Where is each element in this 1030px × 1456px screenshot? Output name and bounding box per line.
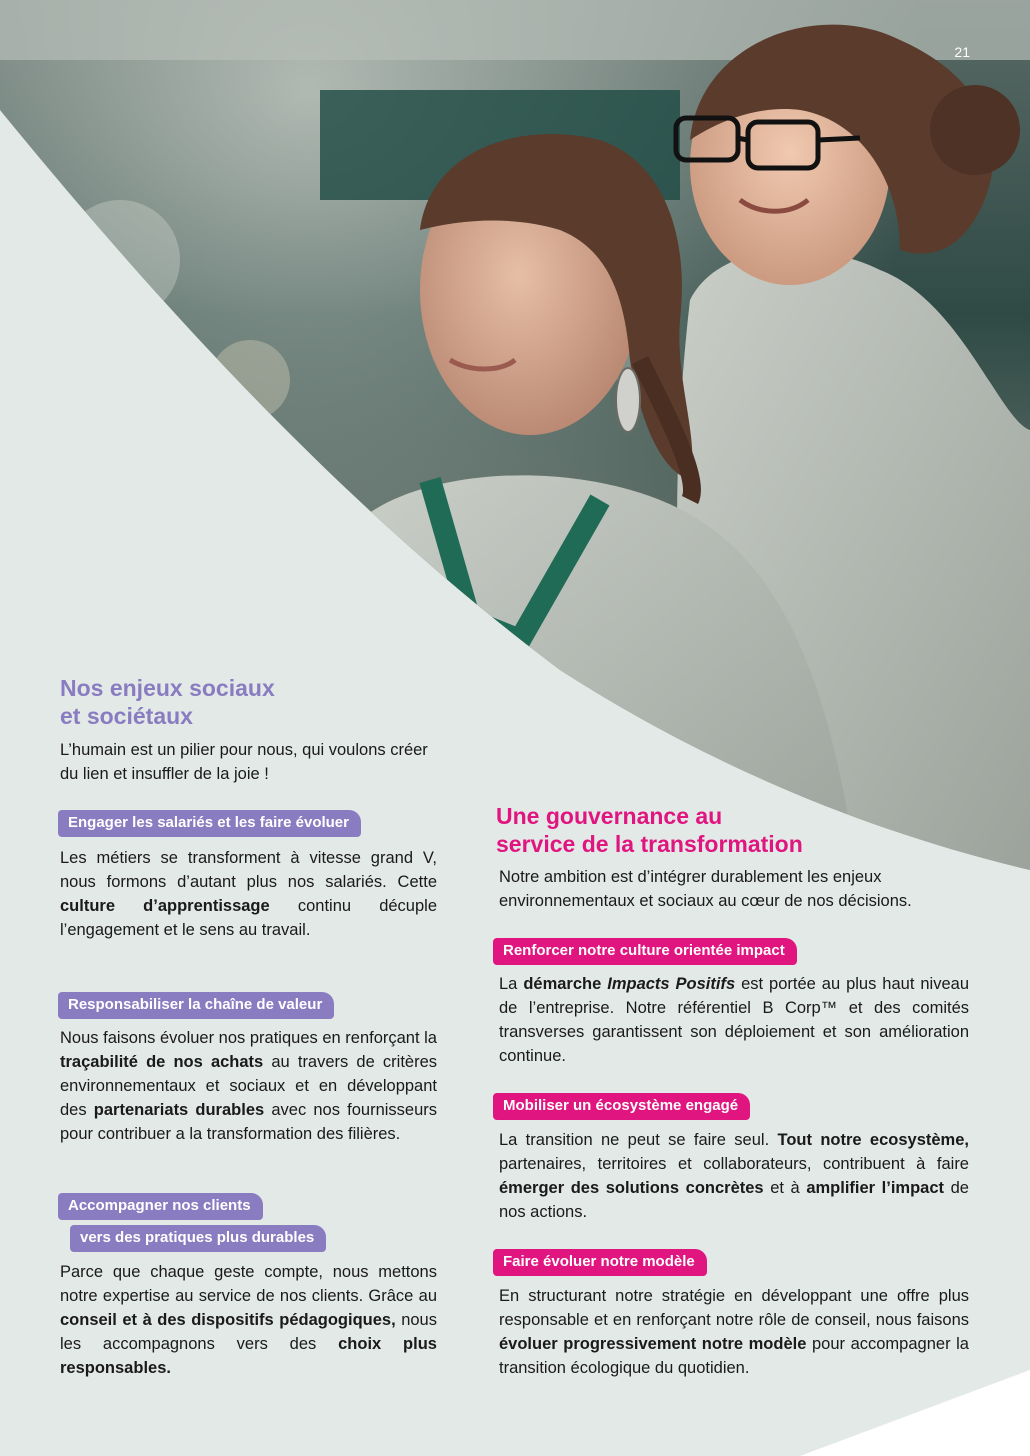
- right-s1-label: Renforcer notre culture orientée impact: [493, 938, 797, 965]
- right-intro: Notre ambition est d’intégrer durablement les enjeux environnementaux et sociaux au cœur de nos décisions.: [499, 868, 912, 910]
- left-title-line2: et sociétaux: [60, 703, 193, 729]
- left-section-title: [60, 674, 460, 730]
- left-s2-text: Nous faisons évoluer nos pratiques en renforçant la traçabilité de nos achats au travers de critères environnementaux et sociaux et en développant des partenariats durables avec nos fournisseurs pour contribuer a la transformation des filières.: [60, 1029, 438, 1143]
- left-s1-text: Les métiers se transforment à vitesse grand V, nous formons d’autant plus nos salariés. Cette culture d’apprentissage continu décuple l’engagement et le sens au travail.: [60, 849, 437, 939]
- right-s1-text: La démarche Impacts Positifs est portée au plus haut niveau de l’entreprise. Notre référentiel B Corp™ et des comités transverses garantissent son déploiement et son amélioration continue.: [499, 975, 969, 1065]
- left-s3-label-line2: vers des pratiques plus durables: [70, 1225, 326, 1252]
- left-intro: L’humain est un pilier pour nous, qui voulons créer du lien et insuffler de la joie !: [60, 741, 428, 783]
- right-s2-label: Mobiliser un écosystème engagé: [493, 1093, 750, 1120]
- page-number: 21: [954, 44, 970, 60]
- left-s1-label: Engager les salariés et les faire évoluer: [58, 810, 361, 837]
- right-s3-text: En structurant notre stratégie en développant une offre plus responsable et en renforçant notre rôle de conseil, nous faisons évoluer progressivement notre modèle pour accompagner la transition écologique du quotidien.: [499, 1287, 969, 1377]
- left-s2-label: Responsabiliser la chaîne de valeur: [58, 992, 334, 1019]
- left-s3-text: Parce que chaque geste compte, nous mettons notre expertise au service de nos clients. Grâce au conseil et à des dispositifs pédagogiques, nous les accompagnons vers des choix plus responsables.: [60, 1263, 437, 1377]
- left-title-line1: Nos enjeux sociaux: [60, 675, 275, 701]
- right-title-line2: service de la transformation: [496, 831, 803, 857]
- right-title-line1: Une gouvernance au: [496, 803, 723, 829]
- right-s2-text: La transition ne peut se faire seul. Tout notre ecosystème, partenaires, territoires et collaborateurs, contribuent à faire émerger des solutions concrètes et à amplifier l’impact de nos actions.: [499, 1131, 969, 1221]
- right-section-title: [496, 802, 936, 858]
- right-s3-label: Faire évoluer notre modèle: [493, 1249, 707, 1276]
- left-s3-label-line1: Accompagner nos clients: [58, 1193, 263, 1220]
